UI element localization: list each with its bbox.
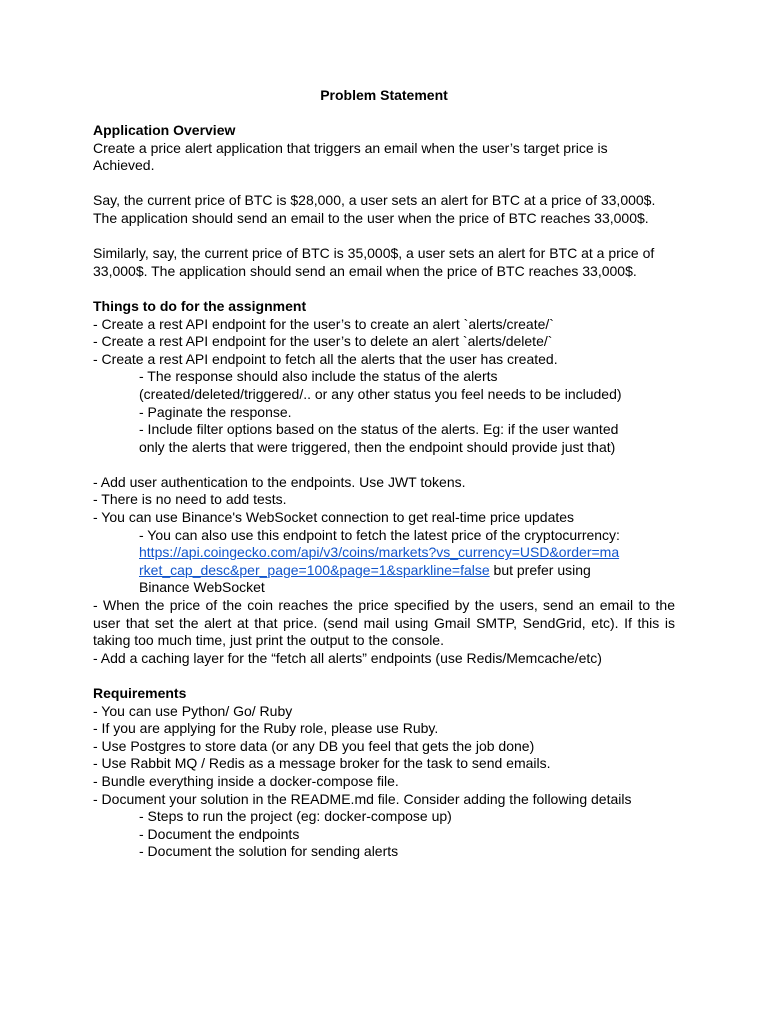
list-item: - If you are applying for the Ruby role, please use Ruby. <box>93 720 439 737</box>
sub-list-item: - You can also use this endpoint to fetch the latest price of the cryptocurrency: <box>139 526 620 543</box>
overview-line: Create a price alert application that triggers an email when the user’s target price is <box>93 139 608 156</box>
example2-line: 33,000$. The application should send an email when the price of BTC reaches 33,000$. <box>93 262 637 279</box>
page-title: Problem Statement <box>320 87 448 103</box>
list-item: - You can use Python/ Go/ Ruby <box>93 702 293 719</box>
coingecko-link[interactable]: https://api.coingecko.com/api/v3/coins/markets?vs_currency=USD&order=ma <box>139 544 620 561</box>
after-link-text: but prefer using <box>489 561 591 578</box>
list-item: - Bundle everything inside a docker-compose file. <box>93 772 399 789</box>
sub-list-item: - Steps to run the project (eg: docker-compose up) <box>139 808 452 825</box>
sub-list-item: - Document the endpoints <box>139 825 300 842</box>
list-item: - Add a caching layer for the “fetch all alerts” endpoints (use Redis/Memcache/etc) <box>93 649 602 666</box>
list-item: - Add user authentication to the endpoints. Use JWT tokens. <box>93 473 466 490</box>
coingecko-link[interactable]: rket_cap_desc&per_page=100&page=1&sparkline=false <box>139 561 490 578</box>
list-item: - Create a rest API endpoint for the user’s to delete an alert `alerts/delete/` <box>93 333 553 350</box>
coingecko-link-line <box>93 562 675 580</box>
email-paragraph-line: taking too much time, just print the output to the console. <box>93 632 444 649</box>
example1-line: Say, the current price of BTC is $28,000, a user sets an alert for BTC at a price of 33,000$. <box>93 192 656 209</box>
things-heading: Things to do for the assignment <box>93 297 307 314</box>
sub-list-item: (created/deleted/triggered/.. or any other status you feel needs to be included) <box>139 385 622 402</box>
example2-line: Similarly, say, the current price of BTC is 35,000$, a user sets an alert for BTC at a price of <box>93 245 655 262</box>
overview-line: Achieved. <box>93 157 155 174</box>
list-item: - Create a rest API endpoint for the user’s to create an alert `alerts/create/` <box>93 315 554 332</box>
example1-line: The application should send an email to the user when the price of BTC reaches 33,000$. <box>93 209 649 226</box>
coingecko-link-line <box>93 544 675 562</box>
sub-list-item: - Paginate the response. <box>139 403 292 420</box>
list-item: - Use Rabbit MQ / Redis as a message broker for the task to send emails. <box>93 755 551 772</box>
list-item: - There is no need to add tests. <box>93 491 287 508</box>
overview-heading: Application Overview <box>93 122 236 138</box>
email-paragraph-line: user that set the alert at that price. (send mail using Gmail SMTP, SendGrid, etc). If this is <box>93 614 675 631</box>
sub-list-item: - Document the solution for sending alerts <box>139 843 399 860</box>
email-paragraph-line: - When the price of the coin reaches the price specified by the users, send an email to the <box>93 597 675 614</box>
requirements-heading: Requirements <box>93 685 187 701</box>
sub-list-item: - Include filter options based on the status of the alerts. Eg: if the user wanted <box>139 421 619 438</box>
list-item: - Document your solution in the README.md file. Consider adding the following details <box>93 790 632 807</box>
list-item: - Create a rest API endpoint to fetch all the alerts that the user has created. <box>93 350 558 367</box>
sub-list-item: Binance WebSocket <box>139 579 265 596</box>
sub-list-item: only the alerts that were triggered, then the endpoint should provide just that) <box>139 438 616 455</box>
list-item: - Use Postgres to store data (or any DB you feel that gets the job done) <box>93 737 535 754</box>
document-body <box>93 122 675 861</box>
sub-list-item: - The response should also include the status of the alerts <box>139 368 498 385</box>
list-item: - You can use Binance's WebSocket connection to get real-time price updates <box>93 509 575 526</box>
